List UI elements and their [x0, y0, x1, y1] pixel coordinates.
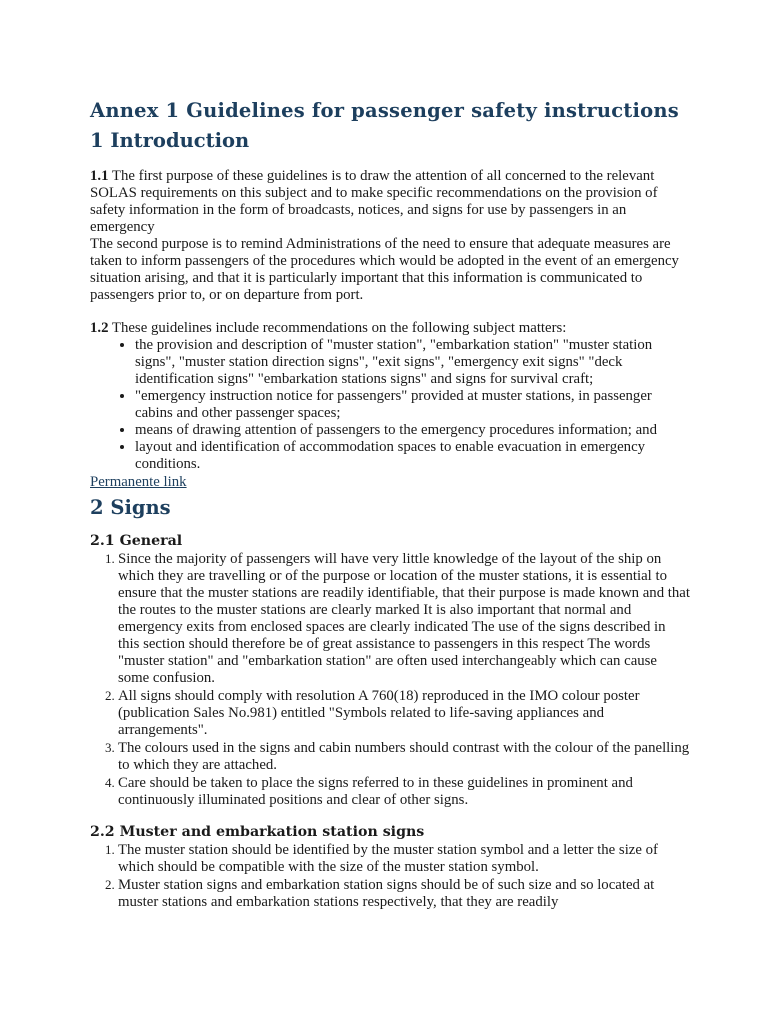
- list-item: • "emergency instruction notice for passengers" provided at muster stations, in passenger cabins and other passenger spaces;: [135, 388, 690, 422]
- list-item: 2. All signs should comply with resolution A 760(18) reproduced in the IMO colour poster (publication Sales No.981) entitled "Symbols related to life-saving appliances and arrangements".: [118, 687, 690, 739]
- list-item: • layout and identification of accommodation spaces to enable evacuation in emergency conditions.: [135, 439, 690, 473]
- permalink-link[interactable]: Permanente link: [90, 474, 187, 490]
- general-list: [90, 550, 690, 809]
- list-item: 1. Since the majority of passengers will have very little knowledge of the layout of the ship on which they are travelling or of the purpose or location of the muster stations, it is essential to ensure that the muster stations are readily identifiable, that their purpose is made known and that the routes to the muster stations are clearly marked It is also important that normal and emergency exits from enclosed spaces are clearly indicated The use of the signs described in this section should therefore be of great assistance to passengers in this respect The words "muster station" and "embarkation station" are often used interchangeably which can cause some confusion.: [118, 550, 690, 687]
- paragraph-number: 1.2: [90, 320, 109, 336]
- subject-matters-list: [90, 337, 690, 473]
- list-item: • the provision and description of "muster station", "embarkation station" "muster station signs", "muster station direction signs", "exit signs", "emergency exit signs" "deck identification signs" "embarkation stations signs" and signs for survival craft;: [135, 337, 690, 388]
- paragraph-1-2: [90, 320, 690, 337]
- subsection-heading-general: 2.1 General: [90, 533, 183, 549]
- paragraph-1-1-continued: The second purpose is to remind Administrations of the need to ensure that adequate measures are taken to inform passengers of the procedures which would be adopted in the event of an emergency situation arising, and that it is particularly important that this information is communicated to passengers prior to, or on departure from port.: [90, 236, 679, 303]
- paragraph-text: The first purpose of these guidelines is to draw the attention of all concerned to the relevant SOLAS requirements on this subject and to make specific recommendations on the provision of safety information in the form of broadcasts, notices, and signs for use by passengers in an emergency: [90, 168, 658, 235]
- muster-signs-list: [90, 841, 690, 911]
- list-item: 1. The muster station should be identified by the muster station symbol and a letter the size of which should be compatible with the size of the muster station symbol.: [118, 841, 690, 876]
- section-heading-introduction: 1 Introduction: [90, 129, 250, 152]
- paragraph-text: These guidelines include recommendations on the following subject matters:: [108, 320, 567, 336]
- list-item: • means of drawing attention of passengers to the emergency procedures information; and: [135, 422, 690, 439]
- paragraph-1-1: [90, 168, 690, 236]
- section-heading-signs: 2 Signs: [90, 496, 171, 519]
- subsection-heading-muster-embarkation: 2.2 Muster and embarkation station signs: [90, 824, 425, 840]
- list-item: 4. Care should be taken to place the signs referred to in these guidelines in prominent and continuously illuminated positions and clear of other signs.: [118, 774, 690, 809]
- list-item: 3. The colours used in the signs and cabin numbers should contrast with the colour of the panelling to which they are attached.: [118, 739, 690, 774]
- paragraph-number: 1.1: [90, 168, 109, 184]
- document-title: Annex 1 Guidelines for passenger safety instructions: [90, 99, 679, 122]
- list-item: 2. Muster station signs and embarkation station signs should be of such size and so located at muster stations and embarkation stations respectively, that they are readily: [118, 876, 690, 911]
